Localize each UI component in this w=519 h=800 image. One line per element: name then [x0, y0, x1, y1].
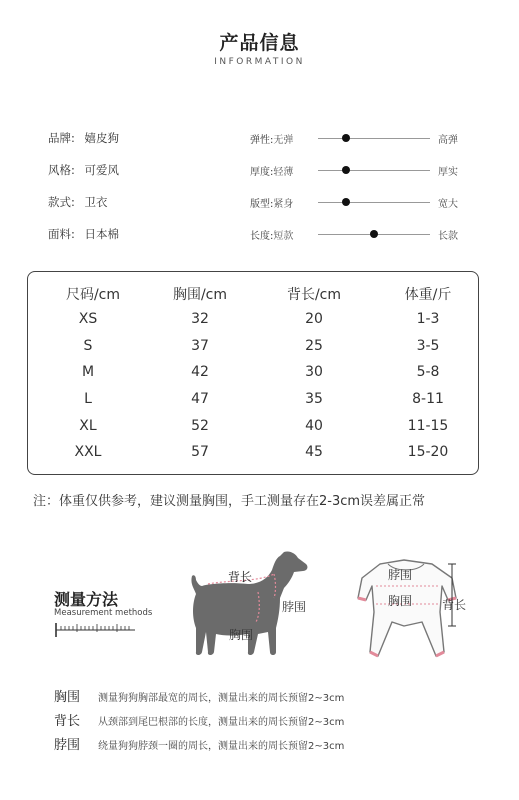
attribute-value: 日本棉 — [84, 227, 120, 241]
legend-desc-neck: 绕量狗狗脖颈一圈的周长，测量出来的周长预留2~3cm — [98, 741, 345, 752]
measure-title: 测量方法 — [54, 590, 119, 609]
attribute-key: 风格: — [48, 163, 75, 177]
slider-low: 轻薄 — [273, 167, 294, 178]
slider-label — [250, 131, 293, 146]
table-cell: S — [83, 338, 93, 354]
legend-key-back: 背长 — [54, 714, 81, 729]
table-cell: 11-15 — [407, 418, 449, 434]
slider-low: 无弹 — [273, 135, 294, 146]
slider-dot — [342, 198, 350, 206]
table-cell: 45 — [305, 444, 323, 460]
attribute-key: 款式: — [48, 195, 75, 209]
table-cell: XS — [78, 311, 98, 327]
table-header: 胸围/cm — [172, 287, 228, 303]
slider-high: 长款 — [438, 231, 458, 242]
table-cell: 25 — [305, 338, 323, 354]
table-cell: 57 — [191, 444, 209, 460]
table-cell: XL — [79, 418, 97, 434]
attribute-key: 面料: — [48, 227, 75, 241]
attribute-value: 嬉皮狗 — [84, 131, 120, 145]
slider-dot — [342, 166, 350, 174]
slider-high: 宽大 — [438, 199, 458, 210]
slider-low: 短款 — [273, 231, 294, 242]
table-cell: 30 — [305, 364, 323, 380]
slider-track — [318, 138, 430, 139]
slider-track — [318, 202, 430, 203]
slider-key: 弹性: — [250, 135, 274, 146]
attribute-fabric — [48, 226, 119, 242]
slider-dot — [370, 230, 378, 238]
legend-desc-back: 从颈部到尾巴根部的长度，测量出来的周长预留2~3cm — [98, 717, 345, 728]
page-subtitle: INFORMATION — [214, 57, 305, 67]
table-cell: 40 — [305, 418, 323, 434]
table-header: 体重/斤 — [404, 287, 452, 303]
slider-key: 厚度: — [250, 167, 274, 178]
slider-high: 厚实 — [438, 167, 458, 178]
slider-label — [250, 163, 293, 178]
page-title: 产品信息 — [219, 32, 300, 54]
table-cell: 1-3 — [416, 311, 440, 327]
slider-high: 高弹 — [438, 135, 458, 146]
size-note: 注：体重仅供参考，建议测量胸围，手工测量存在2-3cm误差属正常 — [33, 494, 426, 509]
legend-desc-chest: 测量狗狗胸部最宽的周长，测量出来的周长预留2~3cm — [98, 693, 345, 704]
slider-dot — [342, 134, 350, 142]
table-header: 尺码/cm — [65, 287, 121, 303]
table-cell: 15-20 — [407, 444, 449, 460]
table-cell: 37 — [191, 338, 209, 354]
slider-label — [250, 227, 293, 242]
attribute-value: 可爱风 — [84, 163, 120, 177]
measure-subtitle: Measurement methods — [54, 608, 153, 618]
table-header: 背长/cm — [286, 287, 342, 303]
table-cell: 32 — [191, 311, 209, 327]
dog-label-back: 背长 — [228, 570, 253, 584]
table-cell: 5-8 — [416, 364, 440, 380]
table-cell: 35 — [305, 391, 323, 407]
table-cell: 20 — [305, 311, 323, 327]
table-cell: L — [84, 391, 92, 407]
dog-label-chest: 胸围 — [229, 628, 254, 642]
table-cell: XXL — [74, 444, 102, 460]
slider-key: 版型: — [250, 199, 274, 210]
table-cell: 47 — [191, 391, 209, 407]
slider-low: 紧身 — [273, 199, 294, 210]
attribute-type — [48, 194, 108, 210]
attribute-key: 品牌: — [48, 131, 75, 145]
slider-label — [250, 195, 293, 210]
table-cell: M — [81, 364, 95, 380]
table-cell: 52 — [191, 418, 209, 434]
attribute-style — [48, 162, 119, 178]
garment-label-chest: 胸围 — [388, 594, 413, 608]
slider-key: 长度: — [250, 231, 274, 242]
table-cell: 8-11 — [412, 391, 444, 407]
ruler-icon — [55, 623, 135, 637]
dog-label-neck: 脖围 — [282, 600, 307, 614]
legend-key-neck: 脖围 — [54, 738, 81, 753]
table-cell: 3-5 — [416, 338, 440, 354]
garment-label-back: 背长 — [442, 598, 467, 612]
legend-key-chest: 胸围 — [54, 690, 81, 705]
attribute-brand — [48, 130, 119, 146]
garment-label-neck: 脖围 — [388, 568, 413, 582]
slider-track — [318, 170, 430, 171]
attribute-value: 卫衣 — [84, 195, 108, 209]
table-cell: 42 — [191, 364, 209, 380]
